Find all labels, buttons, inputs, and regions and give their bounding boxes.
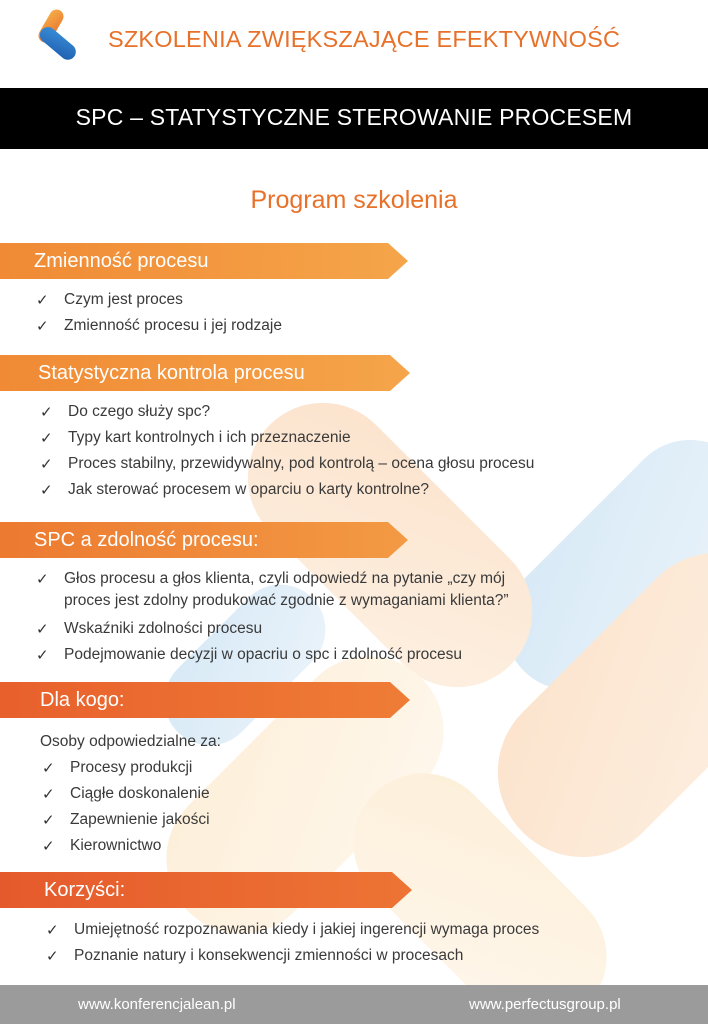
check-icon: ✓ — [42, 837, 55, 855]
check-icon: ✓ — [36, 291, 49, 309]
check-icon: ✓ — [40, 429, 53, 447]
title-banner — [0, 88, 708, 149]
check-icon: ✓ — [42, 759, 55, 777]
section-title: Dla kogo: — [40, 689, 125, 711]
section-title: SPC a zdolność procesu: — [34, 529, 259, 551]
section-header-kontrola — [0, 355, 412, 391]
section-header-korzysci — [0, 872, 414, 908]
check-icon: ✓ — [40, 403, 53, 421]
check-icon: ✓ — [36, 620, 49, 638]
check-icon: ✓ — [36, 317, 49, 335]
section-header-zmiennosc — [0, 243, 410, 279]
brand-title: SZKOLENIA ZWIĘKSZAJĄCE EFEKTYWNOŚĆ — [108, 26, 621, 52]
check-icon: ✓ — [42, 785, 55, 803]
check-icon: ✓ — [40, 455, 53, 473]
section-title: Korzyści: — [44, 879, 126, 901]
section-header-zdolnosc — [0, 522, 410, 558]
company-logo-icon — [30, 8, 80, 72]
check-icon: ✓ — [40, 481, 53, 499]
check-icon: ✓ — [42, 811, 55, 829]
banner-title: SPC – STATYSTYCZNE STEROWANIE PROCESEM — [75, 104, 633, 130]
check-icon: ✓ — [36, 570, 49, 588]
footer-link-perfectusgroup[interactable]: www.perfectusgroup.pl — [469, 996, 621, 1013]
section-header-dla-kogo — [0, 682, 412, 718]
section-title: Zmienność procesu — [34, 250, 209, 272]
check-icon: ✓ — [36, 646, 49, 664]
footer-link-konferencjalean[interactable]: www.konferencjalean.pl — [78, 996, 236, 1013]
section-title: Statystyczna kontrola procesu — [38, 362, 305, 384]
check-icon: ✓ — [46, 921, 59, 939]
footer-bar — [0, 985, 708, 1024]
audience-intro: Osoby odpowiedzialne za: — [40, 733, 221, 750]
program-title: Program szkolenia — [250, 186, 458, 214]
check-icon: ✓ — [46, 947, 59, 965]
